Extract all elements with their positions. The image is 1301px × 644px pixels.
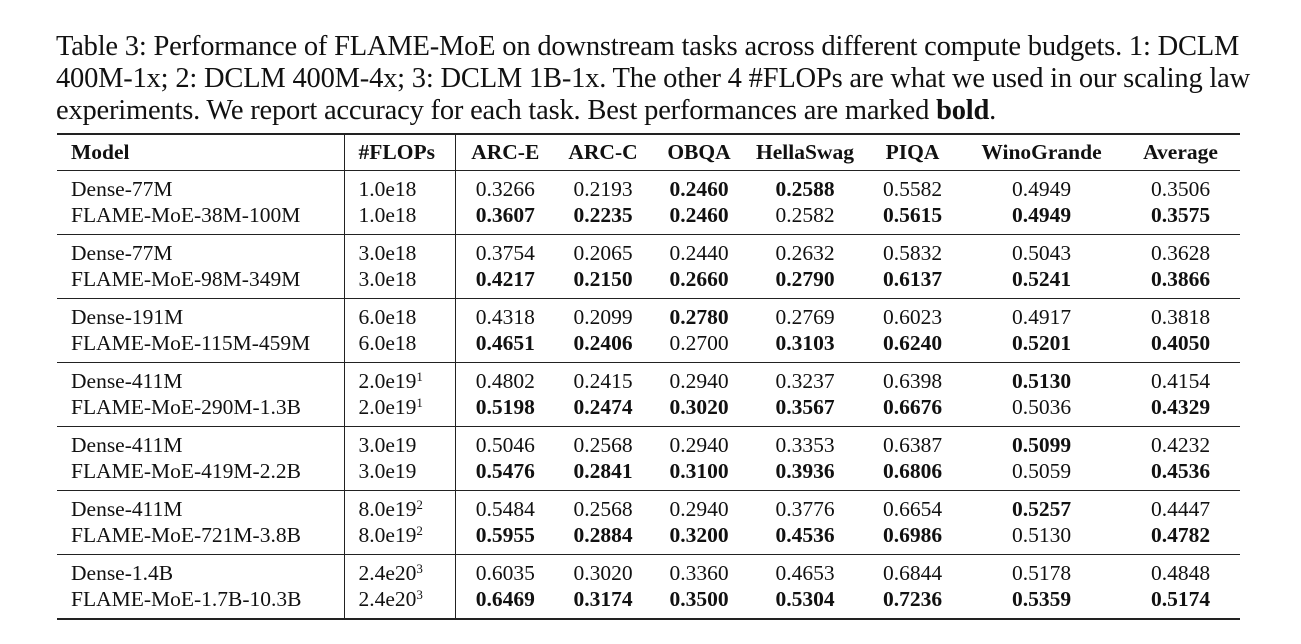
cell-piqa: 0.5615 — [863, 203, 962, 235]
caption-label: Table 3: — [56, 31, 147, 62]
caption-bold-word: bold — [936, 95, 990, 126]
cell-arc-e: 0.4802 — [455, 363, 555, 395]
flops-value: 6.0e18 — [358, 305, 417, 329]
cell-hellaswag: 0.2588 — [775, 177, 835, 201]
cell-flops — [344, 363, 455, 395]
cell-piqa: 0.5832 — [882, 241, 943, 265]
cell-piqa: 0.6387 — [882, 433, 943, 457]
table-row — [57, 363, 1240, 395]
table-row — [57, 427, 1240, 459]
cell-model: Dense-191M — [71, 305, 184, 329]
table-row — [57, 235, 1240, 267]
cell-piqa: 0.6398 — [882, 369, 943, 393]
cell-average: 0.4536 — [1121, 459, 1240, 491]
cell-winogrande: 0.5241 — [962, 267, 1121, 299]
cell-model: FLAME-MoE-290M-1.3B — [57, 395, 344, 427]
cell-arc-e: 0.3607 — [455, 203, 555, 235]
cell-hellaswag: 0.3237 — [775, 369, 835, 393]
flops-value: 2.4e20 — [358, 561, 417, 585]
cell-winogrande: 0.4949 — [1011, 177, 1072, 201]
table-body — [57, 171, 1240, 620]
flops-value: 2.4e20 — [358, 586, 417, 611]
cell-obqa: 0.2660 — [651, 267, 747, 299]
header-row — [57, 134, 1240, 171]
cell-hellaswag: 0.3936 — [747, 459, 863, 491]
cell-average: 0.4848 — [1150, 561, 1211, 585]
cell-hellaswag: 0.5304 — [747, 587, 863, 620]
cell-model: FLAME-MoE-721M-3.8B — [57, 523, 344, 555]
results-table — [57, 133, 1240, 620]
flops-value: 3.0e19 — [358, 433, 417, 457]
cell-hellaswag: 0.3353 — [775, 433, 835, 457]
cell-model: FLAME-MoE-1.7B-10.3B — [57, 587, 344, 620]
flops-value: 3.0e18 — [358, 266, 417, 291]
cell-flops — [344, 491, 455, 523]
cell-model: Dense-77M — [71, 177, 173, 201]
flops-value: 8.0e19 — [358, 522, 417, 547]
flops-value: 1.0e18 — [358, 202, 417, 227]
cell-winogrande: 0.5059 — [962, 459, 1121, 491]
cell-hellaswag: 0.2769 — [775, 305, 835, 329]
cell-winogrande: 0.5359 — [962, 587, 1121, 620]
cell-model: Dense-77M — [71, 241, 173, 265]
table-row — [57, 587, 1240, 620]
cell-arc-c: 0.2474 — [555, 395, 651, 427]
cell-arc-e: 0.5198 — [455, 395, 555, 427]
cell-model: Dense-411M — [71, 433, 183, 457]
header-model: Model — [57, 134, 344, 171]
cell-flops — [344, 235, 455, 267]
cell-average: 0.4329 — [1121, 395, 1240, 427]
cell-piqa: 0.5582 — [882, 177, 943, 201]
cell-flops — [344, 523, 455, 555]
cell-arc-e: 0.6469 — [455, 587, 555, 620]
cell-piqa: 0.6137 — [863, 267, 962, 299]
cell-piqa: 0.6986 — [863, 523, 962, 555]
cell-model: Dense-411M — [71, 497, 183, 521]
table-row — [57, 491, 1240, 523]
table-row — [57, 523, 1240, 555]
flops-value: 8.0e19 — [358, 497, 417, 521]
cell-arc-c: 0.2841 — [555, 459, 651, 491]
cell-hellaswag: 0.3103 — [747, 331, 863, 363]
cell-hellaswag: 0.4536 — [747, 523, 863, 555]
cell-flops — [344, 459, 455, 491]
cell-winogrande: 0.4917 — [1011, 305, 1072, 329]
cell-obqa: 0.3500 — [651, 587, 747, 620]
cell-obqa: 0.2460 — [651, 203, 747, 235]
cell-model: FLAME-MoE-115M-459M — [57, 331, 344, 363]
cell-flops — [344, 395, 455, 427]
cell-hellaswag: 0.4653 — [775, 561, 835, 585]
cell-piqa: 0.7236 — [863, 587, 962, 620]
cell-obqa: 0.2460 — [669, 177, 729, 201]
table-caption — [56, 31, 1251, 127]
cell-average: 0.4154 — [1150, 369, 1211, 393]
table-row — [57, 267, 1240, 299]
header-winogrande: WinoGrande — [962, 134, 1121, 171]
cell-arc-e: 0.4217 — [455, 267, 555, 299]
cell-arc-c: 0.2568 — [573, 433, 633, 457]
cell-piqa: 0.6676 — [863, 395, 962, 427]
table-row — [57, 459, 1240, 491]
cell-flops — [344, 587, 455, 620]
cell-flops — [344, 203, 455, 235]
flops-value: 2.0e19 — [358, 369, 417, 393]
table-row — [57, 395, 1240, 427]
cell-hellaswag: 0.3567 — [747, 395, 863, 427]
cell-obqa: 0.3100 — [651, 459, 747, 491]
cell-obqa: 0.3360 — [669, 561, 729, 585]
cell-model: FLAME-MoE-98M-349M — [57, 267, 344, 299]
table-row — [57, 203, 1240, 235]
table-row — [57, 331, 1240, 363]
cell-arc-c: 0.2415 — [573, 369, 633, 393]
table-row — [57, 299, 1240, 331]
cell-winogrande: 0.5178 — [1011, 561, 1072, 585]
cell-model: FLAME-MoE-419M-2.2B — [57, 459, 344, 491]
cell-average: 0.3506 — [1150, 177, 1211, 201]
cell-flops — [344, 331, 455, 363]
cell-average: 0.3866 — [1121, 267, 1240, 299]
cell-arc-e: 0.4651 — [455, 331, 555, 363]
header-piqa: PIQA — [863, 134, 962, 171]
flops-value: 6.0e18 — [358, 330, 417, 355]
caption-text: Performance of FLAME-MoE on downstream tasks across different compute budgets. 1: DCLM 400M-1x; 2: DCLM 400M-4x; 3: DCLM 1B-1x. The other 4 #FLOPs are what we used in our scaling law experiments. We report accuracy for each task. Best performances are marked — [56, 31, 1250, 126]
header-average: Average — [1121, 134, 1240, 171]
cell-flops — [344, 555, 455, 587]
header-arc-e: ARC-E — [455, 134, 555, 171]
header-flops: #FLOPs — [344, 134, 455, 171]
flops-value: 2.0e19 — [358, 394, 417, 419]
cell-flops — [344, 267, 455, 299]
cell-obqa: 0.3200 — [651, 523, 747, 555]
cell-piqa: 0.6806 — [863, 459, 962, 491]
cell-winogrande: 0.5257 — [1011, 497, 1072, 521]
cell-hellaswag: 0.2790 — [747, 267, 863, 299]
cell-model: Dense-1.4B — [71, 561, 174, 585]
cell-arc-e: 0.5955 — [455, 523, 555, 555]
cell-arc-e: 0.5484 — [455, 491, 555, 523]
cell-hellaswag: 0.2632 — [775, 241, 835, 265]
cell-flops — [344, 427, 455, 459]
cell-arc-c: 0.3020 — [573, 561, 633, 585]
flops-footnote-marker: 1 — [416, 394, 423, 410]
cell-winogrande: 0.5036 — [962, 395, 1121, 427]
cell-average: 0.3628 — [1150, 241, 1211, 265]
cell-average: 0.4050 — [1121, 331, 1240, 363]
cell-obqa: 0.2940 — [669, 369, 729, 393]
cell-average: 0.4782 — [1121, 523, 1240, 555]
cell-arc-e: 0.5046 — [455, 427, 555, 459]
flops-value: 3.0e19 — [358, 458, 417, 483]
cell-piqa: 0.6844 — [882, 561, 943, 585]
cell-piqa: 0.6023 — [882, 305, 943, 329]
cell-winogrande: 0.4949 — [962, 203, 1121, 235]
cell-obqa: 0.2780 — [669, 305, 729, 329]
cell-arc-e: 0.3754 — [455, 235, 555, 267]
cell-arc-e: 0.5476 — [455, 459, 555, 491]
flops-footnote-marker: 3 — [416, 586, 423, 602]
flops-footnote-marker: 2 — [416, 497, 423, 512]
cell-arc-c: 0.2065 — [573, 241, 633, 265]
cell-obqa: 0.2700 — [651, 331, 747, 363]
cell-arc-c: 0.3174 — [555, 587, 651, 620]
cell-arc-c: 0.2099 — [573, 305, 633, 329]
cell-obqa: 0.2440 — [669, 241, 729, 265]
cell-model: Dense-411M — [71, 369, 183, 393]
cell-average: 0.4232 — [1150, 433, 1211, 457]
header-hellaswag: HellaSwag — [747, 134, 863, 171]
cell-arc-c: 0.2193 — [573, 177, 633, 201]
cell-arc-c: 0.2884 — [555, 523, 651, 555]
cell-winogrande: 0.5130 — [962, 523, 1121, 555]
caption-end: . — [989, 95, 997, 126]
cell-piqa: 0.6654 — [882, 497, 943, 521]
cell-average: 0.3818 — [1150, 305, 1211, 329]
cell-arc-c: 0.2568 — [573, 497, 633, 521]
cell-arc-e: 0.3266 — [455, 171, 555, 203]
cell-flops — [344, 299, 455, 331]
cell-winogrande: 0.5099 — [1011, 433, 1072, 457]
cell-arc-c: 0.2406 — [555, 331, 651, 363]
cell-piqa: 0.6240 — [863, 331, 962, 363]
cell-winogrande: 0.5201 — [962, 331, 1121, 363]
cell-average: 0.3575 — [1121, 203, 1240, 235]
cell-hellaswag: 0.2582 — [747, 203, 863, 235]
cell-flops — [344, 171, 455, 203]
cell-arc-c: 0.2235 — [555, 203, 651, 235]
header-arc-c: ARC-C — [555, 134, 651, 171]
header-obqa: OBQA — [651, 134, 747, 171]
cell-average: 0.5174 — [1121, 587, 1240, 620]
flops-value: 3.0e18 — [358, 241, 417, 265]
cell-obqa: 0.2940 — [669, 433, 729, 457]
flops-footnote-marker: 3 — [416, 561, 423, 576]
cell-arc-e: 0.4318 — [455, 299, 555, 331]
cell-arc-e: 0.6035 — [455, 555, 555, 587]
cell-arc-c: 0.2150 — [555, 267, 651, 299]
flops-value: 1.0e18 — [358, 177, 417, 201]
cell-winogrande: 0.5043 — [1011, 241, 1072, 265]
cell-hellaswag: 0.3776 — [775, 497, 835, 521]
cell-average: 0.4447 — [1150, 497, 1211, 521]
cell-obqa: 0.2940 — [669, 497, 729, 521]
table-row — [57, 555, 1240, 587]
table-row — [57, 171, 1240, 203]
cell-obqa: 0.3020 — [651, 395, 747, 427]
flops-footnote-marker: 1 — [416, 369, 423, 384]
cell-winogrande: 0.5130 — [1011, 369, 1072, 393]
flops-footnote-marker: 2 — [416, 522, 423, 538]
cell-model: FLAME-MoE-38M-100M — [57, 203, 344, 235]
